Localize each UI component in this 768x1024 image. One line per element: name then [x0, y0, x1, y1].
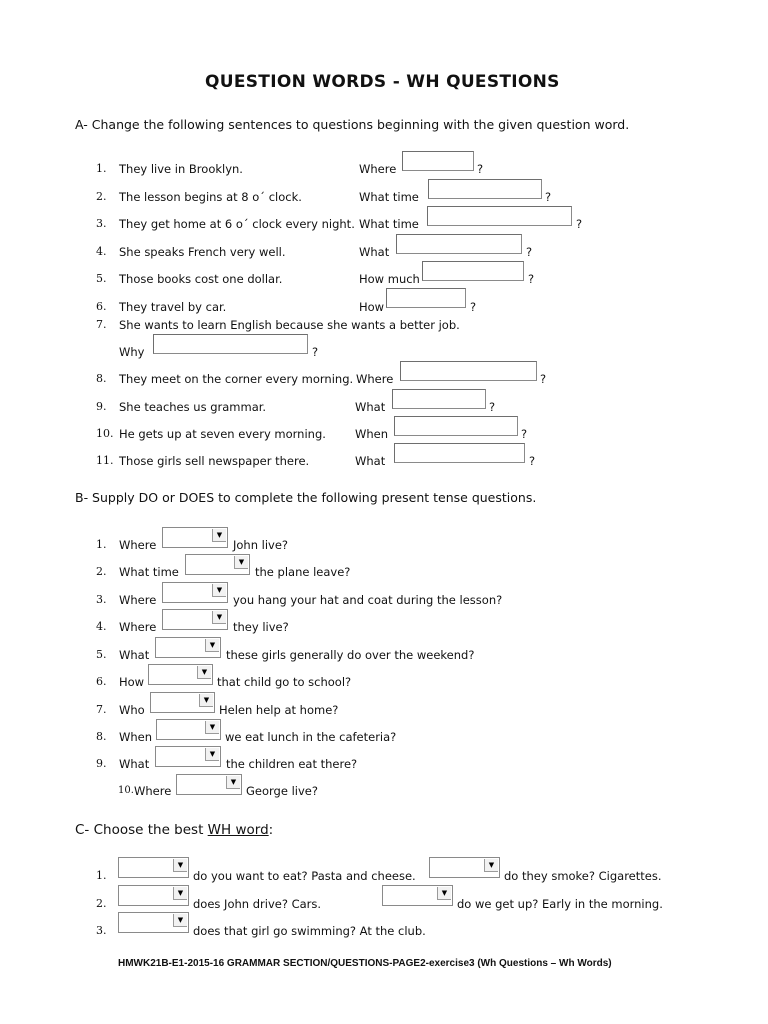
do-does-dropdown[interactable] — [156, 719, 221, 740]
question-word: What time — [359, 217, 419, 231]
wh-word-dropdown[interactable] — [118, 912, 189, 933]
question-word: What time — [119, 565, 179, 579]
item-number: 10. — [118, 785, 134, 796]
item-number: 3. — [96, 924, 107, 937]
sentence: Those girls sell newspaper there. — [119, 454, 310, 468]
sentence: The lesson begins at 8 o´ clock. — [119, 190, 302, 204]
dropdown-arrow-icon[interactable]: ▼ — [205, 721, 219, 734]
item-number: 3. — [96, 217, 107, 230]
answer-input[interactable] — [396, 234, 522, 254]
question-word: What — [119, 757, 150, 771]
question-mark: ? — [526, 245, 533, 259]
item-number: 9. — [96, 400, 107, 413]
sentence: She wants to learn English because she wants a better job. — [119, 318, 460, 332]
dropdown-arrow-icon[interactable]: ▼ — [226, 776, 240, 789]
do-does-dropdown[interactable] — [148, 664, 213, 685]
question-word: Where — [119, 593, 157, 607]
do-does-dropdown[interactable] — [162, 609, 228, 630]
dropdown-arrow-icon[interactable]: ▼ — [205, 639, 219, 652]
wh-word-dropdown[interactable] — [118, 857, 189, 878]
dropdown-arrow-icon[interactable]: ▼ — [173, 887, 187, 900]
item-number: 8. — [96, 730, 107, 743]
item-number: 6. — [96, 300, 107, 313]
dropdown-arrow-icon[interactable]: ▼ — [437, 887, 451, 900]
sentence: They get home at 6 o´ clock every night. — [119, 217, 355, 231]
question-text: does John drive? Cars. — [193, 897, 322, 911]
sentence: They travel by car. — [119, 300, 227, 314]
item-number: 4. — [96, 620, 107, 633]
item-number: 1. — [96, 162, 107, 175]
item-number: 2. — [96, 190, 107, 203]
question-word: What — [355, 400, 386, 414]
question-word: Why — [119, 345, 145, 359]
do-does-dropdown[interactable] — [176, 774, 242, 795]
question-rest: that child go to school? — [217, 675, 352, 689]
item-number: 4. — [96, 245, 107, 258]
item-number: 3. — [96, 593, 107, 606]
section-c-heading-prefix: C- Choose the best — [75, 822, 208, 838]
do-does-dropdown[interactable] — [185, 554, 250, 575]
question-rest: we eat lunch in the cafeteria? — [225, 730, 397, 744]
answer-input[interactable] — [153, 334, 308, 354]
question-mark: ? — [529, 454, 536, 468]
question-word: When — [119, 730, 153, 744]
question-word: When — [355, 427, 389, 441]
answer-input[interactable] — [427, 206, 572, 226]
question-text: do you want to eat? Pasta and cheese. — [193, 869, 416, 883]
answer-input[interactable] — [394, 416, 518, 436]
page-footer: HMWK21B-E1-2015-16 GRAMMAR SECTION/QUESTIONS-PAGE2-exercise3 (Wh Questions – Wh Words) — [118, 958, 612, 969]
question-word: Where — [119, 620, 157, 634]
item-number: 7. — [96, 703, 107, 716]
dropdown-arrow-icon[interactable]: ▼ — [212, 584, 226, 597]
answer-input[interactable] — [428, 179, 542, 199]
dropdown-arrow-icon[interactable]: ▼ — [234, 556, 248, 569]
wh-word-dropdown[interactable] — [382, 885, 453, 906]
question-rest: George live? — [246, 784, 318, 798]
question-mark: ? — [576, 217, 583, 231]
item-number: 6. — [96, 675, 107, 688]
question-rest: the children eat there? — [226, 757, 358, 771]
sentence: They live in Brooklyn. — [119, 162, 243, 176]
wh-word-dropdown[interactable] — [429, 857, 500, 878]
question-rest: these girls generally do over the weekend? — [226, 648, 475, 662]
wh-word-dropdown[interactable] — [118, 885, 189, 906]
question-word: How — [359, 300, 385, 314]
question-word: What time — [359, 190, 419, 204]
question-mark: ? — [477, 162, 484, 176]
question-rest: Helen help at home? — [219, 703, 339, 717]
do-does-dropdown[interactable] — [150, 692, 215, 713]
question-word: Where — [359, 162, 397, 176]
question-word: Where — [119, 538, 157, 552]
dropdown-arrow-icon[interactable]: ▼ — [199, 694, 213, 707]
question-rest: you hang your hat and coat during the lesson? — [233, 593, 503, 607]
section-c-heading-underlined: WH word — [207, 822, 269, 838]
question-mark: ? — [489, 400, 496, 414]
sentence: Those books cost one dollar. — [119, 272, 283, 286]
item-number: 2. — [96, 565, 107, 578]
question-mark: ? — [470, 300, 477, 314]
do-does-dropdown[interactable] — [162, 582, 228, 603]
question-word: Where — [356, 372, 394, 386]
sentence: She speaks French very well. — [119, 245, 286, 259]
question-mark: ? — [521, 427, 528, 441]
question-word: How — [119, 675, 145, 689]
dropdown-arrow-icon[interactable]: ▼ — [484, 859, 498, 872]
section-b-heading: B- Supply DO or DOES to complete the following present tense questions. — [75, 490, 537, 505]
dropdown-arrow-icon[interactable]: ▼ — [173, 859, 187, 872]
item-number: 2. — [96, 897, 107, 910]
question-text: does that girl go swimming? At the club. — [193, 924, 426, 938]
answer-input[interactable] — [422, 261, 524, 281]
section-c-heading-suffix: : — [268, 822, 274, 838]
answer-input[interactable] — [400, 361, 537, 381]
question-rest: they live? — [233, 620, 289, 634]
answer-input[interactable] — [392, 389, 486, 409]
item-number: 1. — [96, 869, 107, 882]
item-number: 9. — [96, 757, 107, 770]
sentence: They meet on the corner every morning. — [119, 372, 354, 386]
item-number: 1. — [96, 538, 107, 551]
sentence: He gets up at seven every morning. — [119, 427, 326, 441]
dropdown-arrow-icon[interactable]: ▼ — [205, 748, 219, 761]
question-mark: ? — [545, 190, 552, 204]
question-mark: ? — [540, 372, 547, 386]
question-text: do they smoke? Cigarettes. — [504, 869, 662, 883]
dropdown-arrow-icon[interactable]: ▼ — [212, 529, 226, 542]
do-does-dropdown[interactable] — [155, 746, 221, 767]
answer-input[interactable] — [386, 288, 466, 308]
question-word: What — [359, 245, 390, 259]
dropdown-arrow-icon[interactable]: ▼ — [212, 611, 226, 624]
question-mark: ? — [312, 345, 319, 359]
question-rest: John live? — [233, 538, 289, 552]
question-rest: the plane leave? — [255, 565, 351, 579]
question-word: What — [355, 454, 386, 468]
dropdown-arrow-icon[interactable]: ▼ — [197, 666, 211, 679]
do-does-dropdown[interactable] — [162, 527, 228, 548]
answer-input[interactable] — [402, 151, 474, 171]
question-word: How much — [359, 272, 420, 286]
sentence: She teaches us grammar. — [119, 400, 267, 414]
item-number: 10. — [96, 427, 114, 440]
section-c-heading — [75, 822, 273, 838]
question-word: Where — [134, 784, 172, 798]
item-number: 8. — [96, 372, 107, 385]
item-number: 11. — [96, 454, 114, 467]
question-word: What — [119, 648, 150, 662]
dropdown-arrow-icon[interactable]: ▼ — [173, 914, 187, 927]
answer-input[interactable] — [394, 443, 525, 463]
do-does-dropdown[interactable] — [155, 637, 221, 658]
section-a-heading: A- Change the following sentences to questions beginning with the given question word. — [75, 117, 630, 132]
question-mark: ? — [528, 272, 535, 286]
item-number: 5. — [96, 272, 107, 285]
item-number: 7. — [96, 318, 107, 331]
item-number: 5. — [96, 648, 107, 661]
question-word: Who — [119, 703, 145, 717]
page-title: QUESTION WORDS - WH QUESTIONS — [205, 72, 560, 92]
question-text: do we get up? Early in the morning. — [457, 897, 663, 911]
